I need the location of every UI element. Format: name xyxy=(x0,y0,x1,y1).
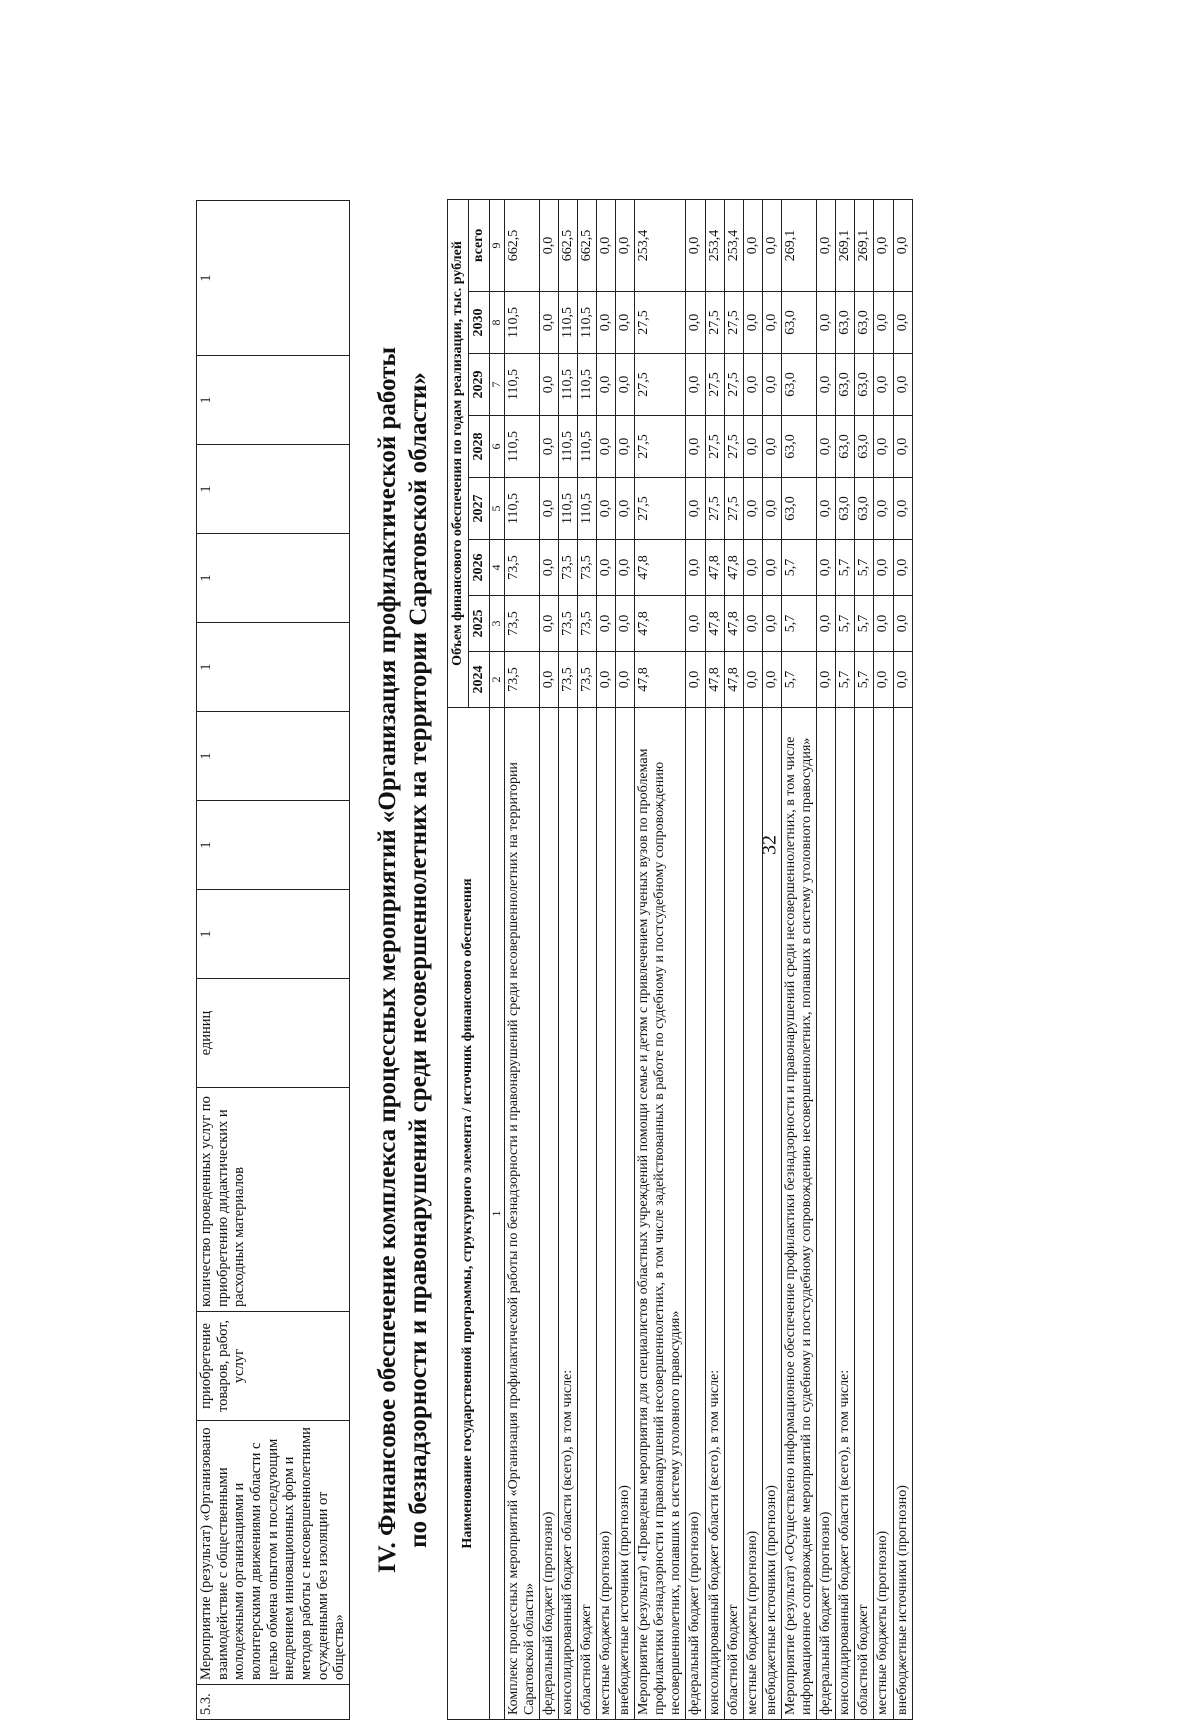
measure-value: 1 xyxy=(197,801,350,890)
table-row xyxy=(577,199,596,1719)
column-number: 3 xyxy=(489,596,504,652)
measure-description: количество проведенных услуг по приобретению дидактических и расходных материалов xyxy=(197,1088,350,1312)
row-value: 73,5 xyxy=(558,596,577,652)
table-row xyxy=(635,199,686,1719)
row-value: 27,5 xyxy=(635,478,686,540)
row-value: 63,0 xyxy=(855,416,874,478)
row-value: 0,0 xyxy=(762,596,781,652)
row-value: 27,5 xyxy=(724,354,743,416)
row-value: 110,5 xyxy=(558,354,577,416)
rotated-content xyxy=(196,200,1036,1720)
row-value: 27,5 xyxy=(724,292,743,354)
row-value: 0,0 xyxy=(762,540,781,596)
row-value: 0,0 xyxy=(762,292,781,354)
row-name: консолидированный бюджет области (всего), в том числе: xyxy=(558,708,577,1720)
row-value: 0,0 xyxy=(874,540,893,596)
row-value: 63,0 xyxy=(836,478,855,540)
row-value: 0,0 xyxy=(893,416,912,478)
row-value: 27,5 xyxy=(705,416,724,478)
row-value: 0,0 xyxy=(817,478,836,540)
row-value: 0,0 xyxy=(616,416,635,478)
row-value: 47,8 xyxy=(705,540,724,596)
row-value: 27,5 xyxy=(705,354,724,416)
row-value: 0,0 xyxy=(686,199,705,291)
row-value: 0,0 xyxy=(817,540,836,596)
row-value: 0,0 xyxy=(597,416,616,478)
section-title xyxy=(372,200,435,1720)
row-name: внебюджетные источники (прогнозно) xyxy=(893,708,912,1720)
row-value: 0,0 xyxy=(743,354,762,416)
row-value: 0,0 xyxy=(597,354,616,416)
row-value: 47,8 xyxy=(705,596,724,652)
row-value: 0,0 xyxy=(686,540,705,596)
row-value: 0,0 xyxy=(874,596,893,652)
row-value: 5,7 xyxy=(855,540,874,596)
row-value: 0,0 xyxy=(893,596,912,652)
measure-type: приобретение товаров, работ, услуг xyxy=(197,1312,350,1421)
row-value: 47,8 xyxy=(635,596,686,652)
row-value: 0,0 xyxy=(686,596,705,652)
row-value: 0,0 xyxy=(686,354,705,416)
page-number: 32 xyxy=(758,835,781,855)
row-value: 0,0 xyxy=(762,416,781,478)
row-value: 73,5 xyxy=(504,652,539,708)
measure-value: 1 xyxy=(197,712,350,801)
year-header: 2026 xyxy=(468,540,489,596)
row-value: 0,0 xyxy=(743,652,762,708)
row-value: 0,0 xyxy=(597,292,616,354)
row-name: местные бюджеты (прогнозно) xyxy=(874,708,893,1720)
year-header: 2030 xyxy=(468,292,489,354)
row-value: 269,1 xyxy=(836,199,855,291)
row-value: 0,0 xyxy=(616,652,635,708)
row-value: 0,0 xyxy=(743,416,762,478)
row-value: 110,5 xyxy=(577,292,596,354)
row-value: 253,4 xyxy=(724,199,743,291)
top-table xyxy=(196,200,350,1720)
year-header: 2024 xyxy=(468,652,489,708)
table-row xyxy=(616,199,635,1719)
row-value: 0,0 xyxy=(893,540,912,596)
row-value: 662,5 xyxy=(558,199,577,291)
section-title-line: по безнадзорности и правонарушений среди несовершеннолетних на территории Саратовской области» xyxy=(405,372,433,1548)
column-number: 2 xyxy=(489,652,504,708)
column-number: 9 xyxy=(489,199,504,291)
column-number: 8 xyxy=(489,292,504,354)
row-value: 63,0 xyxy=(836,292,855,354)
row-value: 5,7 xyxy=(781,540,816,596)
row-value: 73,5 xyxy=(558,652,577,708)
row-name: областной бюджет xyxy=(577,708,596,1720)
measure-value: 1 xyxy=(197,534,350,623)
measure-unit: единиц xyxy=(197,979,350,1088)
row-value: 73,5 xyxy=(577,540,596,596)
table-row xyxy=(504,199,539,1719)
financing-table xyxy=(447,199,913,1720)
row-value: 110,5 xyxy=(504,416,539,478)
year-header: 2027 xyxy=(468,478,489,540)
row-value: 27,5 xyxy=(724,478,743,540)
measure-name: Мероприятие (результат) «Организовано взаимодействие с общественными молодежными организациями и волонтерскими движениями области с целью обмена опытом и последующим внедрением инновационных форм и методов работы с несовершеннолетними осужденными без изоляции от общества» xyxy=(197,1421,350,1685)
table-row xyxy=(781,199,816,1719)
row-value: 0,0 xyxy=(893,199,912,291)
row-value: 63,0 xyxy=(781,478,816,540)
row-value: 47,8 xyxy=(635,652,686,708)
row-name: федеральный бюджет (прогнозно) xyxy=(539,708,558,1720)
row-value: 63,0 xyxy=(855,292,874,354)
row-name: консолидированный бюджет области (всего), в том числе: xyxy=(836,708,855,1720)
row-value: 253,4 xyxy=(635,199,686,291)
row-value: 73,5 xyxy=(504,540,539,596)
row-name: внебюджетные источники (прогнозно) xyxy=(616,708,635,1720)
measure-value: 1 xyxy=(197,201,350,356)
table-row xyxy=(855,199,874,1719)
row-value: 27,5 xyxy=(635,354,686,416)
year-header: 2028 xyxy=(468,416,489,478)
row-value: 662,5 xyxy=(577,199,596,291)
row-value: 0,0 xyxy=(616,292,635,354)
table-row xyxy=(893,199,912,1719)
row-value: 0,0 xyxy=(616,596,635,652)
row-value: 27,5 xyxy=(635,292,686,354)
row-value: 5,7 xyxy=(855,652,874,708)
row-value: 0,0 xyxy=(686,416,705,478)
row-value: 0,0 xyxy=(539,416,558,478)
row-value: 110,5 xyxy=(504,478,539,540)
row-value: 110,5 xyxy=(558,416,577,478)
row-value: 0,0 xyxy=(539,354,558,416)
row-value: 63,0 xyxy=(855,354,874,416)
table-row xyxy=(762,199,781,1719)
row-value: 0,0 xyxy=(874,416,893,478)
row-value: 0,0 xyxy=(597,652,616,708)
table-row xyxy=(817,199,836,1719)
row-value: 0,0 xyxy=(597,540,616,596)
row-value: 0,0 xyxy=(539,652,558,708)
row-value: 63,0 xyxy=(781,416,816,478)
year-header: 2025 xyxy=(468,596,489,652)
row-value: 0,0 xyxy=(539,596,558,652)
row-value: 110,5 xyxy=(577,354,596,416)
row-value: 63,0 xyxy=(836,416,855,478)
row-value: 27,5 xyxy=(724,416,743,478)
row-value: 5,7 xyxy=(836,596,855,652)
row-value: 63,0 xyxy=(781,354,816,416)
row-value: 0,0 xyxy=(539,292,558,354)
row-value: 47,8 xyxy=(724,652,743,708)
row-value: 0,0 xyxy=(874,652,893,708)
row-value: 269,1 xyxy=(781,199,816,291)
row-value: 110,5 xyxy=(558,292,577,354)
row-value: 0,0 xyxy=(874,199,893,291)
row-value: 47,8 xyxy=(724,540,743,596)
row-name: местные бюджеты (прогнозно) xyxy=(597,708,616,1720)
row-value: 0,0 xyxy=(616,478,635,540)
row-value: 0,0 xyxy=(597,199,616,291)
row-value: 110,5 xyxy=(577,416,596,478)
row-value: 27,5 xyxy=(705,478,724,540)
row-value: 662,5 xyxy=(504,199,539,291)
row-value: 47,8 xyxy=(724,596,743,652)
row-value: 0,0 xyxy=(817,292,836,354)
row-name: федеральный бюджет (прогнозно) xyxy=(817,708,836,1720)
column-number: 6 xyxy=(489,416,504,478)
row-value: 5,7 xyxy=(855,596,874,652)
row-value: 0,0 xyxy=(597,478,616,540)
table-row xyxy=(743,199,762,1719)
table-row xyxy=(874,199,893,1719)
measure-value: 1 xyxy=(197,445,350,534)
column-number: 5 xyxy=(489,478,504,540)
row-value: 73,5 xyxy=(504,596,539,652)
row-value: 110,5 xyxy=(577,478,596,540)
table-row xyxy=(705,199,724,1719)
row-value: 47,8 xyxy=(635,540,686,596)
row-value: 0,0 xyxy=(874,292,893,354)
table-row xyxy=(686,199,705,1719)
row-value: 63,0 xyxy=(855,478,874,540)
row-value: 5,7 xyxy=(781,652,816,708)
row-value: 0,0 xyxy=(817,596,836,652)
row-value: 0,0 xyxy=(762,199,781,291)
row-value: 110,5 xyxy=(504,354,539,416)
row-value: 0,0 xyxy=(743,292,762,354)
row-name: федеральный бюджет (прогнозно) xyxy=(686,708,705,1720)
row-value: 0,0 xyxy=(743,199,762,291)
row-value: 0,0 xyxy=(893,354,912,416)
row-value: 0,0 xyxy=(817,354,836,416)
header-name: Наименование государственной программы, структурного элемента / источник финансового обеспечения xyxy=(447,708,489,1720)
row-value: 5,7 xyxy=(781,596,816,652)
row-name: внебюджетные источники (прогнозно) xyxy=(762,708,781,1720)
row-value: 110,5 xyxy=(504,292,539,354)
table-row xyxy=(597,199,616,1719)
row-value: 73,5 xyxy=(577,596,596,652)
row-name: Мероприятие (результат) «Проведены мероприятия для специалистов областных учреждений помощи семье и детям с привлечением ученых вузов по проблемам профилактики безнадзорности и правонарушений несовершеннолетних, в том числе задействованных в работе по судебному и постсудебному сопровождению несовершеннолетних, попавших в систему уголовного правосудия» xyxy=(635,708,686,1720)
row-value: 5,7 xyxy=(836,652,855,708)
measure-value: 1 xyxy=(197,623,350,712)
row-value: 5,7 xyxy=(836,540,855,596)
row-name: Комплекс процессных мероприятий «Организация профилактической работы по безнадзорности и правонарушений среди несовершеннолетних на территории Саратовской области» xyxy=(504,708,539,1720)
table-row xyxy=(724,199,743,1719)
row-value: 63,0 xyxy=(836,354,855,416)
year-header: всего xyxy=(468,199,489,291)
table-row xyxy=(558,199,577,1719)
header-volume: Объем финансового обеспечения по годам реализации, тыс. рублей xyxy=(447,199,468,707)
row-value: 0,0 xyxy=(616,199,635,291)
section-title-line: IV. Финансовое обеспечение комплекса процессных мероприятий «Организация профилактической работы xyxy=(374,346,402,1574)
row-value: 0,0 xyxy=(686,478,705,540)
column-number: 4 xyxy=(489,540,504,596)
row-value: 0,0 xyxy=(817,416,836,478)
row-value: 0,0 xyxy=(874,354,893,416)
measure-value: 1 xyxy=(197,356,350,445)
row-value: 0,0 xyxy=(817,199,836,291)
row-value: 0,0 xyxy=(539,478,558,540)
row-value: 0,0 xyxy=(743,596,762,652)
row-value: 0,0 xyxy=(893,652,912,708)
row-value: 0,0 xyxy=(893,478,912,540)
row-value: 110,5 xyxy=(558,478,577,540)
row-value: 73,5 xyxy=(577,652,596,708)
row-value: 0,0 xyxy=(616,354,635,416)
row-name: Мероприятие (результат) «Осуществлено информационное обеспечение профилактики безнадзорности и правонарушений среди несовершеннолетних, в том числе информационное сопровождение мероприятий по судебному и постсудебному сопровождению несовершеннолетних, попавших в систему уголовного правосудия» xyxy=(781,708,816,1720)
table-row xyxy=(539,199,558,1719)
row-value: 253,4 xyxy=(705,199,724,291)
row-value: 0,0 xyxy=(893,292,912,354)
row-value: 0,0 xyxy=(686,292,705,354)
row-number: 5.3. xyxy=(197,1685,350,1720)
row-value: 0,0 xyxy=(762,652,781,708)
row-value: 0,0 xyxy=(743,540,762,596)
row-name: областной бюджет xyxy=(855,708,874,1720)
row-value: 73,5 xyxy=(558,540,577,596)
column-number: 1 xyxy=(489,708,504,1720)
row-name: местные бюджеты (прогнозно) xyxy=(743,708,762,1720)
row-value: 27,5 xyxy=(635,416,686,478)
row-value: 0,0 xyxy=(762,478,781,540)
row-value: 0,0 xyxy=(817,652,836,708)
row-value: 0,0 xyxy=(743,478,762,540)
row-value: 0,0 xyxy=(597,596,616,652)
row-value: 0,0 xyxy=(539,540,558,596)
top-table-row xyxy=(197,201,350,1720)
year-header: 2029 xyxy=(468,354,489,416)
table-row xyxy=(836,199,855,1719)
measure-value: 1 xyxy=(197,890,350,979)
row-value: 63,0 xyxy=(781,292,816,354)
row-value: 27,5 xyxy=(705,292,724,354)
row-value: 269,1 xyxy=(855,199,874,291)
row-value: 0,0 xyxy=(762,354,781,416)
row-value: 0,0 xyxy=(616,540,635,596)
row-value: 0,0 xyxy=(686,652,705,708)
row-value: 47,8 xyxy=(705,652,724,708)
row-name: консолидированный бюджет области (всего), в том числе: xyxy=(705,708,724,1720)
row-value: 0,0 xyxy=(874,478,893,540)
column-number: 7 xyxy=(489,354,504,416)
row-name: областной бюджет xyxy=(724,708,743,1720)
row-value: 0,0 xyxy=(539,199,558,291)
